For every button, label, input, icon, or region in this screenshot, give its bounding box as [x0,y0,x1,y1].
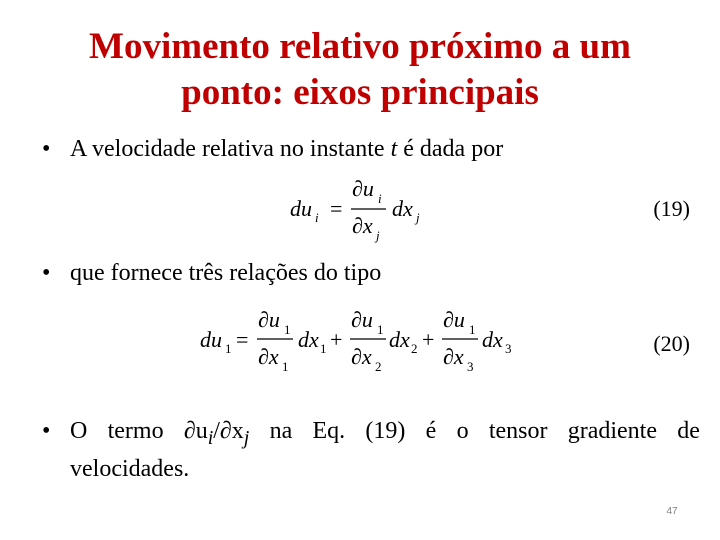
eq19-lhs-sub: i [315,210,319,225]
bullet-relations-text: que fornece três relações do tipo [70,260,382,286]
bullet-gradient-tensor-text [70,416,700,484]
eq19-dx-sub: j [416,210,420,225]
eq20-term2-denominator: ∂x [351,344,372,369]
bullet-gradient-tensor-line-2: velocidades. [70,455,190,482]
eq20-lhs: du [200,327,222,352]
page-number: 47 [666,506,678,517]
eq20-term3-dx: dx [482,327,503,352]
eq20-term2-dx-sub: 2 [411,341,418,356]
eq20-term2-numerator-sub: 1 [377,322,384,337]
word: na [269,418,293,444]
eq20-term1-dx-sub: 1 [320,341,327,356]
bullet-dot: • [42,418,51,444]
eq20-term3-denominator-sub: 3 [467,359,474,374]
bullet-gradient-tensor-line-1 [70,416,700,453]
eq20-term3-dx-sub: 3 [505,341,512,356]
word: (19) [365,418,406,444]
word: tensor [488,418,548,444]
eq20-term3-numerator-sub: 1 [469,322,476,337]
eq19-lhs: du [290,196,312,221]
eq20-term1-denominator-sub: 1 [282,359,289,374]
equation-20-number: (20) [653,331,690,356]
slide-title-line-2: ponto: eixos principais [181,72,539,113]
bullet-velocity-text-before: A velocidade relativa no instante [70,136,391,162]
gradient-expression [184,416,250,453]
eq19-dx: dx [392,196,413,221]
word: Eq. [312,418,346,444]
eq19-denominator: ∂x [352,213,373,238]
eq19-equals: = [330,196,343,221]
word: termo [107,418,164,444]
eq19-numerator: ∂u [352,176,374,201]
word: gradiente [567,418,658,444]
eq20-term1-numerator-sub: 1 [284,322,291,337]
eq20-lhs-sub: 1 [225,341,232,356]
equation-19-number: (19) [653,196,690,221]
eq20-term2-numerator: ∂u [351,307,373,332]
eq20-equals: = [236,327,249,352]
eq20-plus-2: + [422,327,435,352]
eq20-term1-dx: dx [298,327,319,352]
word: é [425,418,437,444]
eq20-term1-denominator: ∂x [258,344,279,369]
eq20-plus-1: + [330,327,343,352]
expr-partial-x: /∂x [213,418,244,444]
eq20-term2-dx: dx [389,327,410,352]
eq19-numerator-sub: i [378,191,382,206]
equation-20 [200,307,512,374]
expr-sub-j: j [243,426,250,449]
eq20-term1-numerator: ∂u [258,307,280,332]
expr-sub-i: i [207,426,214,449]
eq20-term3-numerator: ∂u [443,307,465,332]
word: O [70,418,88,444]
equation-19 [290,176,420,243]
variable-t: t [390,136,398,162]
eq20-term2-denominator-sub: 2 [375,359,382,374]
word: de [677,418,700,444]
word: o [456,418,469,444]
expr-partial-u: ∂u [183,418,208,444]
bullet-dot: • [42,260,51,286]
bullet-dot: • [42,136,51,162]
slide-title-line-1: Movimento relativo próximo a um [89,26,631,67]
bullet-velocity-text-after: é dada por [397,136,504,162]
eq20-term3-denominator: ∂x [443,344,464,369]
eq19-denominator-sub: j [376,228,380,243]
